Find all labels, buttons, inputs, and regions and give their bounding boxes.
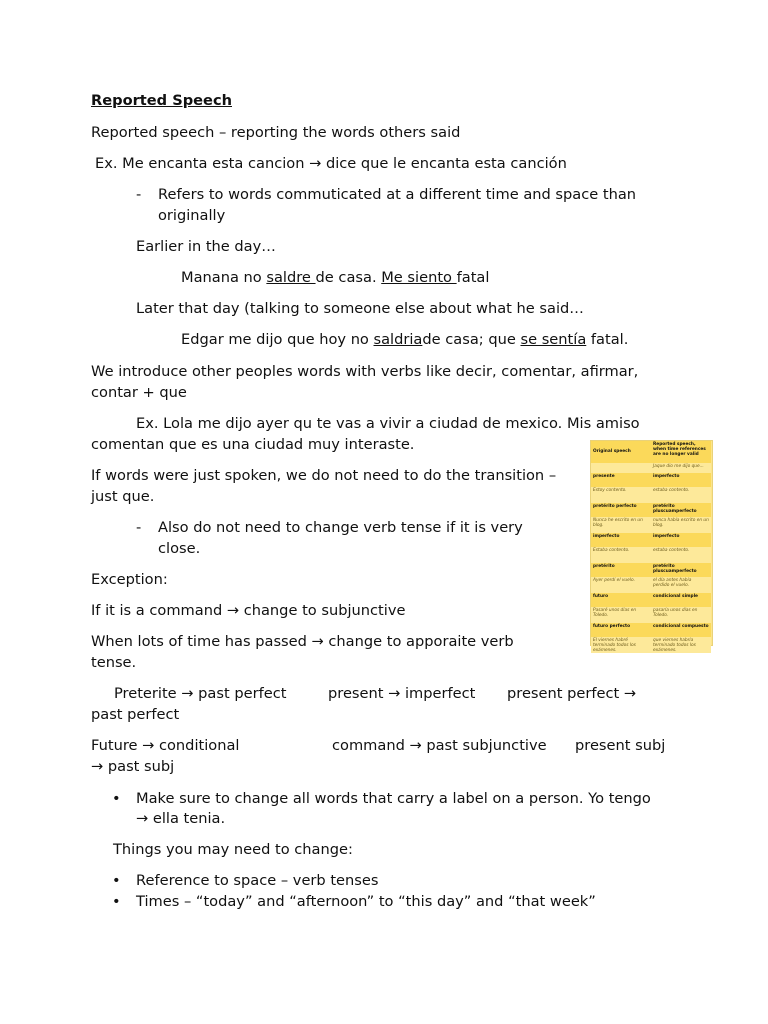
text-span: Edgar me dijo que hoy no xyxy=(181,331,374,348)
text-span: fatal xyxy=(456,269,490,286)
table-cell: pretérito xyxy=(591,563,651,577)
text-line: just que. xyxy=(91,488,155,505)
underlined-word: se sentía xyxy=(520,331,587,348)
text-line: Exception: xyxy=(91,571,168,588)
text-line: originally xyxy=(158,207,226,224)
table-cell: Estoy contento. xyxy=(591,487,651,503)
bullet-marker: • xyxy=(112,872,121,889)
table-row xyxy=(591,607,712,623)
bullet-marker: • xyxy=(112,790,121,807)
text-span: de casa. xyxy=(315,269,382,286)
text-line: Reported speech – reporting the words others said xyxy=(91,124,461,141)
table-cell: condicional simple xyxy=(651,593,711,607)
text-line: If words were just spoken, we do not need to do the transition – xyxy=(91,467,557,484)
text-line: Ex. Me encanta esta cancion → dice que le encanta esta canción xyxy=(95,155,567,172)
table-cell: que viernes habría terminado todos los exámenes. xyxy=(651,637,711,653)
table-row xyxy=(591,463,712,473)
document-title: Reported Speech xyxy=(91,92,232,109)
bullet-marker: • xyxy=(112,893,121,910)
text-line: We introduce other peoples words with verbs like decir, comentar, afirmar, xyxy=(91,363,639,380)
text-line: Preterite → past perfect xyxy=(114,685,287,702)
text-line: present → imperfect xyxy=(328,685,476,702)
table-cell: presente xyxy=(591,473,651,487)
text-span: fatal. xyxy=(586,331,629,348)
tense-table-image xyxy=(590,440,713,653)
table-row xyxy=(591,533,712,547)
table-cell: futuro perfecto xyxy=(591,623,651,637)
table-row xyxy=(591,623,712,637)
table-cell: El viernes habré terminado todos los exámenes. xyxy=(591,637,651,653)
text-span: Manana no xyxy=(181,269,267,286)
table-cell: Pasaré unos días en Toledo. xyxy=(591,607,651,623)
table-cell: pretérito pluscuamperfecto xyxy=(651,503,711,517)
underlined-word: saldria xyxy=(373,331,423,348)
table-row xyxy=(591,503,712,517)
text-line: comentan que es una ciudad muy interaste. xyxy=(91,436,415,453)
text-line: Ex. Lola me dijo ayer qu te vas a vivir a ciudad de mexico. Mis amiso xyxy=(136,415,640,432)
table-cell: Ayer perdí el vuelo. xyxy=(591,577,651,593)
text-line: → ella tenia. xyxy=(136,810,226,827)
text-line: close. xyxy=(158,540,201,557)
text-line: Things you may need to change: xyxy=(113,841,353,858)
text-line: tense. xyxy=(91,654,137,671)
dash-marker: - xyxy=(136,186,142,203)
table-row xyxy=(591,577,712,593)
text-line: Refers to words commuticated at a different time and space than xyxy=(158,186,637,203)
underlined-word: saldre xyxy=(266,269,316,286)
text-line: → past subj xyxy=(91,758,175,775)
table-row xyxy=(591,487,712,503)
table-cell: Reported speech, when time references are no longer valid xyxy=(651,441,711,463)
text-line: Later that day (talking to someone else about what he said… xyxy=(136,300,584,317)
table-cell: estaba contento. xyxy=(651,547,711,563)
text-line: present perfect → xyxy=(507,685,637,702)
table-header-row xyxy=(591,441,712,463)
table-row xyxy=(591,593,712,607)
text-line xyxy=(181,268,489,288)
text-line: If it is a command → change to subjunctive xyxy=(91,602,406,619)
table-cell: pasaría unos días en Toledo. xyxy=(651,607,711,623)
text-line: Reference to space – verb tenses xyxy=(136,872,379,889)
table-cell: Nunca he escrito en un blog. xyxy=(591,517,651,533)
text-line: contar + que xyxy=(91,384,187,401)
table-cell: nunca había escrito en un blog. xyxy=(651,517,711,533)
table-row xyxy=(591,547,712,563)
table-row xyxy=(591,563,712,577)
table-cell: pretérito pluscuamperfecto xyxy=(651,563,711,577)
table-cell xyxy=(591,463,651,473)
text-line: When lots of time has passed → change to apporaite verb xyxy=(91,633,514,650)
table-cell: el día antes había perdido el vuelo. xyxy=(651,577,711,593)
table-row xyxy=(591,517,712,533)
text-line: command → past subjunctive xyxy=(332,737,547,754)
dash-marker: - xyxy=(136,519,142,536)
table-cell: condicional compuesto xyxy=(651,623,711,637)
text-line: present subj xyxy=(575,737,666,754)
table-cell: imperfecto xyxy=(651,473,711,487)
text-line: Make sure to change all words that carry a label on a person. Yo tengo xyxy=(136,790,651,807)
table-cell: Jaque dio me dijo que... xyxy=(651,463,711,473)
table-cell: Estaba contento. xyxy=(591,547,651,563)
text-line xyxy=(181,330,628,350)
table-cell: futuro xyxy=(591,593,651,607)
text-line: Also do not need to change verb tense if it is very xyxy=(158,519,523,536)
text-line: Earlier in the day… xyxy=(136,238,276,255)
text-line: Times – “today” and “afternoon” to “this day” and “that week” xyxy=(136,893,596,910)
table-row xyxy=(591,637,712,653)
table-cell: estaba contento. xyxy=(651,487,711,503)
text-line: past perfect xyxy=(91,706,180,723)
underlined-word: Me siento xyxy=(381,269,457,286)
table-cell: imperfecto xyxy=(591,533,651,547)
table-row xyxy=(591,473,712,487)
table-cell: pretérito perfecto xyxy=(591,503,651,517)
text-span: de casa; que xyxy=(422,331,521,348)
table-cell: Original speech xyxy=(591,441,651,463)
table-cell: imperfecto xyxy=(651,533,711,547)
text-line: Future → conditional xyxy=(91,737,240,754)
